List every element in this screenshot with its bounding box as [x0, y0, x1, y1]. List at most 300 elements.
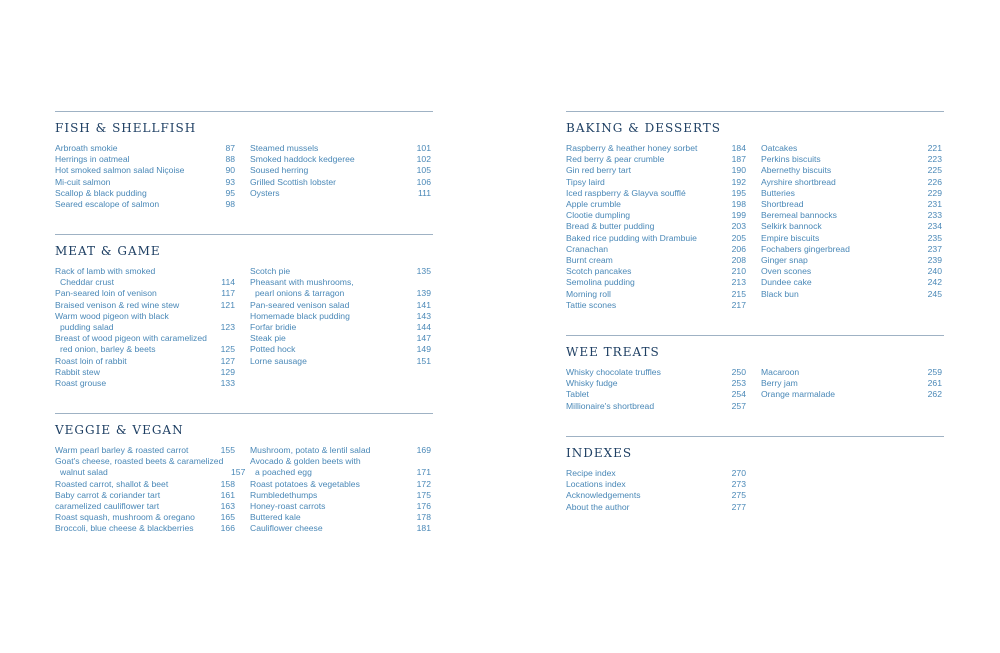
toc-entry — [566, 210, 746, 221]
entry-title-line: Cauliflower cheese — [250, 523, 323, 534]
toc-entry — [761, 154, 942, 165]
entry-title — [250, 143, 318, 154]
entry-title — [55, 266, 155, 288]
entry-title — [250, 300, 349, 311]
toc-entry — [761, 255, 942, 266]
entry-title — [250, 501, 325, 512]
entry-title — [55, 300, 179, 311]
toc-entry — [55, 154, 235, 165]
entry-page-number: 226 — [927, 176, 942, 187]
entry-title-line: Berry jam — [761, 378, 798, 389]
entry-page-number: 88 — [225, 154, 235, 165]
entry-title — [250, 356, 307, 367]
entry-title-line: Forfar bridie — [250, 322, 297, 333]
entry-column-left — [55, 143, 235, 210]
entry-title — [55, 143, 118, 154]
toc-entry — [55, 378, 235, 389]
toc-entry — [566, 277, 746, 288]
entry-title-line: Steak pie — [250, 333, 286, 344]
entry-page-number: 210 — [731, 266, 746, 277]
entry-page-number: 273 — [731, 479, 746, 490]
entry-title-line: Breast of wood pigeon with caramelized — [55, 333, 207, 344]
entry-title — [55, 378, 106, 389]
entry-title-line: Oven scones — [761, 266, 812, 277]
toc-entry — [566, 479, 746, 490]
entry-title — [566, 154, 664, 165]
entry-title-line: Roast loin of rabbit — [55, 355, 127, 366]
entry-page-number: 242 — [927, 277, 942, 288]
toc-entry — [566, 244, 746, 255]
toc-entry — [55, 445, 235, 456]
toc-entry — [250, 143, 431, 154]
entry-title-line: Apple crumble — [566, 199, 621, 210]
toc-entry — [761, 177, 942, 188]
entry-title-line: Red berry & pear crumble — [566, 154, 665, 165]
toc-entry — [250, 523, 431, 534]
entry-title-line: Oysters — [250, 187, 280, 198]
entry-title — [566, 143, 697, 154]
toc-entry — [761, 277, 942, 288]
entry-title — [55, 311, 169, 333]
entry-title-line: Tipsy laird — [566, 176, 605, 187]
entry-page-number: 198 — [731, 199, 746, 210]
entry-page-number: 203 — [731, 221, 746, 232]
entry-title — [566, 221, 654, 232]
toc-entry — [250, 356, 431, 367]
entry-title-line: Rumbledethumps — [250, 489, 318, 500]
entry-title — [566, 289, 611, 300]
entry-page-number: 231 — [927, 199, 942, 210]
toc-entry — [250, 277, 431, 299]
toc-entry — [566, 177, 746, 188]
entry-title-line: Goat's cheese, roasted beets & caramelized — [55, 456, 224, 467]
entry-title — [250, 311, 350, 322]
entry-page-number: 187 — [731, 154, 746, 165]
entry-page-number: 121 — [220, 299, 235, 310]
entry-title — [250, 333, 286, 344]
toc-entry — [55, 266, 235, 288]
entry-title — [250, 177, 336, 188]
toc-entry — [566, 143, 746, 154]
toc-entry — [55, 367, 235, 378]
entry-page-number: 102 — [416, 154, 431, 165]
entry-title — [566, 502, 630, 513]
toc-entry — [55, 199, 235, 210]
toc-entry — [55, 143, 235, 154]
entry-page-number: 135 — [416, 266, 431, 276]
entry-title-continuation: pudding salad — [60, 322, 114, 333]
entry-page-number: 117 — [221, 288, 235, 299]
entry-page-number: 223 — [927, 154, 942, 165]
entry-title-line: Pan-seared loin of venison — [55, 288, 157, 299]
toc-entry — [566, 233, 746, 244]
entry-title — [566, 277, 635, 288]
toc-entry — [566, 468, 746, 479]
entry-page-number: 192 — [731, 176, 746, 187]
entry-title-line: Bread & butter pudding — [566, 221, 655, 232]
entry-title-line: Braised venison & red wine stew — [55, 299, 180, 310]
entry-title — [566, 210, 630, 221]
entry-title — [761, 378, 798, 389]
entry-title — [55, 445, 188, 456]
entry-page-number: 151 — [416, 355, 431, 366]
entry-title — [761, 289, 799, 300]
entry-title-continuation: red onion, barley & beets — [60, 344, 156, 355]
toc-entry — [761, 289, 942, 300]
section-divider — [566, 335, 944, 336]
entry-title — [761, 177, 836, 188]
toc-entry — [250, 333, 431, 344]
entry-page-number: 190 — [731, 165, 746, 176]
entry-title — [55, 333, 207, 355]
toc-entry — [55, 188, 235, 199]
entry-title-line: Scallop & black pudding — [55, 187, 147, 198]
entry-title — [566, 300, 616, 311]
toc-entry — [566, 378, 746, 389]
entry-page-number: 111 — [417, 187, 431, 198]
toc-entry — [55, 300, 235, 311]
toc-entry — [566, 255, 746, 266]
entry-title — [55, 188, 147, 199]
toc-entry — [250, 266, 431, 277]
entry-page-number: 254 — [731, 389, 746, 400]
toc-entry — [566, 401, 746, 412]
section-divider — [55, 413, 433, 414]
entry-title-line: Fochabers gingerbread — [761, 243, 850, 254]
entry-title-line: Pheasant with mushrooms, — [250, 277, 354, 288]
entry-title-line: Rack of lamb with smoked — [55, 266, 156, 276]
entry-title — [566, 177, 605, 188]
entry-title — [566, 233, 697, 244]
entry-title — [55, 165, 184, 176]
section-title: WEE TREATS — [566, 345, 660, 359]
entry-title — [566, 401, 654, 412]
entry-page-number: 105 — [416, 165, 431, 176]
toc-entry — [55, 333, 235, 355]
toc-entry — [250, 311, 431, 322]
entry-title-line: Shortbread — [761, 199, 804, 210]
entry-title-line: Tablet — [566, 389, 589, 400]
entry-page-number: 213 — [731, 277, 746, 288]
entry-title — [566, 468, 616, 479]
entry-title — [566, 266, 631, 277]
entry-page-number: 215 — [731, 288, 746, 299]
entry-page-number: 229 — [927, 187, 942, 198]
entry-title-line: Warm wood pigeon with black — [55, 310, 169, 321]
entry-column-right — [761, 143, 942, 300]
section-divider — [55, 111, 433, 112]
entry-page-number: 239 — [927, 255, 942, 266]
entry-title — [55, 523, 194, 534]
section-title: INDEXES — [566, 446, 633, 460]
toc-entry — [250, 188, 431, 199]
toc-entry — [55, 501, 235, 512]
entry-title — [566, 367, 661, 378]
entry-page-number: 143 — [416, 310, 431, 321]
entry-title — [566, 479, 626, 490]
entry-page-number: 257 — [731, 400, 746, 411]
entry-page-number: 163 — [220, 501, 235, 512]
entry-title-line: Potted hock — [250, 344, 296, 355]
toc-entry — [55, 311, 235, 333]
entry-title-line: Cranachan — [566, 243, 609, 254]
entry-page-number: 133 — [220, 378, 235, 389]
entry-page-number: 181 — [416, 523, 431, 534]
entry-title-line: Rabbit stew — [55, 366, 100, 377]
entry-title-line: Whisky chocolate truffles — [566, 367, 661, 377]
entry-title — [55, 501, 159, 512]
entry-title-line: Butteries — [761, 187, 795, 198]
toc-entry — [250, 344, 431, 355]
toc-entry — [250, 154, 431, 165]
section-title: FISH & SHELLFISH — [55, 121, 197, 135]
entry-title — [250, 277, 354, 299]
entry-page-number: 206 — [731, 243, 746, 254]
toc-entry — [566, 490, 746, 501]
toc-entry — [566, 188, 746, 199]
entry-title-line: Roast potatoes & vegetables — [250, 478, 360, 489]
entry-page-number: 87 — [225, 143, 235, 153]
entry-title — [55, 154, 130, 165]
entry-title-line: Arbroath smokie — [55, 143, 118, 153]
entry-title — [566, 378, 618, 389]
toc-entry — [761, 389, 942, 400]
toc-entry — [55, 288, 235, 299]
entry-title — [55, 356, 127, 367]
entry-title-line: Macaroon — [761, 367, 800, 377]
toc-entry — [55, 490, 235, 501]
entry-page-number: 235 — [927, 232, 942, 243]
entry-title — [761, 210, 837, 221]
entry-title-line: Mi-cuit salmon — [55, 176, 111, 187]
entry-page-number: 166 — [220, 523, 235, 534]
entry-page-number: 155 — [220, 445, 235, 455]
entry-title-line: Gin red berry tart — [566, 165, 631, 176]
entry-page-number: 144 — [416, 322, 431, 333]
entry-title-line: Grilled Scottish lobster — [250, 176, 336, 187]
entry-title — [761, 143, 797, 154]
entry-title — [761, 266, 811, 277]
entry-title-line: Tattie scones — [566, 299, 617, 310]
entry-title-line: Ginger snap — [761, 255, 808, 266]
toc-entry — [566, 199, 746, 210]
toc-entry — [55, 177, 235, 188]
entry-title-line: Baby carrot & coriander tart — [55, 489, 161, 500]
entry-page-number: 261 — [927, 378, 942, 389]
toc-entry — [250, 501, 431, 512]
entry-page-number: 240 — [927, 266, 942, 277]
entry-page-number: 221 — [927, 143, 942, 153]
entry-page-number: 129 — [220, 366, 235, 377]
entry-title-line: Whisky fudge — [566, 378, 618, 389]
entry-title — [55, 367, 100, 378]
entry-column-left — [566, 367, 746, 412]
toc-entry — [761, 367, 942, 378]
entry-title — [761, 277, 812, 288]
entry-title-line: Herrings in oatmeal — [55, 154, 130, 165]
toc-entry — [761, 210, 942, 221]
toc-entry — [761, 233, 942, 244]
toc-entry — [566, 289, 746, 300]
entry-page-number: 175 — [416, 489, 431, 500]
entry-title-line: Warm pearl barley & roasted carrot — [55, 445, 189, 455]
entry-title — [250, 456, 361, 478]
toc-entry — [55, 523, 235, 534]
toc-entry — [566, 389, 746, 400]
toc-entry — [55, 512, 235, 523]
entry-title — [55, 456, 223, 478]
toc-entry — [566, 154, 746, 165]
entry-title-continuation: a poached egg — [255, 467, 312, 478]
section-divider — [566, 436, 944, 437]
entry-title — [566, 165, 631, 176]
toc-entry — [566, 266, 746, 277]
entry-page-number: 157 — [231, 467, 246, 478]
entry-title-line: Millionaire's shortbread — [566, 400, 655, 411]
entry-title-line: Perkins biscuits — [761, 154, 821, 165]
toc-entry — [566, 502, 746, 513]
toc-entry — [55, 165, 235, 176]
entry-page-number: 123 — [220, 322, 235, 333]
entry-title-line: Smoked haddock kedgeree — [250, 154, 355, 165]
entry-title-line: Ayrshire shortbread — [761, 176, 836, 187]
entry-title — [55, 177, 110, 188]
entry-title — [566, 188, 686, 199]
toc-entry — [761, 165, 942, 176]
toc-entry — [761, 221, 942, 232]
entry-title-line: Beremeal bannocks — [761, 210, 837, 221]
entry-page-number: 176 — [416, 501, 431, 512]
entry-page-number: 250 — [731, 367, 746, 377]
entry-page-number: 93 — [225, 176, 235, 187]
entry-page-number: 125 — [220, 344, 235, 355]
entry-title-line: Raspberry & heather honey sorbet — [566, 143, 698, 153]
toc-entry — [250, 165, 431, 176]
entry-page-number: 158 — [220, 478, 235, 489]
toc-entry — [761, 378, 942, 389]
section-divider — [55, 234, 433, 235]
toc-entry — [761, 244, 942, 255]
entry-title — [55, 288, 157, 299]
entry-title-line: Pan-seared venison salad — [250, 299, 350, 310]
entry-page-number: 169 — [416, 445, 431, 455]
entry-title-line: Mushroom, potato & lentil salad — [250, 445, 371, 455]
entry-title-line: Hot smoked salmon salad Niçoise — [55, 165, 185, 176]
toc-entry — [761, 199, 942, 210]
toc-entry — [250, 300, 431, 311]
entry-page-number: 127 — [220, 355, 235, 366]
entry-title-line: About the author — [566, 501, 630, 512]
entry-title — [250, 490, 317, 501]
entry-title — [55, 490, 160, 501]
entry-title-line: Black bun — [761, 288, 799, 299]
toc-entry — [566, 300, 746, 311]
toc-entry — [250, 456, 431, 478]
entry-title-continuation: walnut salad — [60, 467, 108, 478]
entry-page-number: 161 — [220, 489, 235, 500]
entry-page-number: 147 — [416, 333, 431, 344]
entry-title — [55, 199, 159, 210]
entry-title-line: Steamed mussels — [250, 143, 319, 153]
entry-page-number: 165 — [220, 512, 235, 523]
entry-title-line: Roasted carrot, shallot & beet — [55, 478, 169, 489]
section-title: MEAT & GAME — [55, 244, 161, 258]
entry-page-number: 205 — [731, 232, 746, 243]
entry-title-line: Recipe index — [566, 468, 616, 478]
entry-page-number: 245 — [927, 288, 942, 299]
entry-title-line: Scotch pie — [250, 266, 291, 276]
entry-title-line: Oatcakes — [761, 143, 798, 153]
entry-title-line: Soused herring — [250, 165, 309, 176]
toc-entry — [250, 490, 431, 501]
entry-title — [250, 188, 280, 199]
entry-title-line: Broccoli, blue cheese & blackberries — [55, 523, 194, 534]
entry-title-line: Orange marmalade — [761, 389, 836, 400]
entry-title — [250, 154, 355, 165]
entry-page-number: 259 — [927, 367, 942, 377]
entry-page-number: 275 — [731, 490, 746, 501]
entry-page-number: 178 — [416, 512, 431, 523]
entry-page-number: 101 — [416, 143, 431, 153]
entry-title-line: Abernethy biscuits — [761, 165, 832, 176]
entry-column-left — [566, 143, 746, 311]
section-divider — [566, 111, 944, 112]
entry-title-line: Seared escalope of salmon — [55, 199, 160, 210]
entry-title-line: Morning roll — [566, 288, 611, 299]
entry-page-number: 184 — [731, 143, 746, 153]
entry-title — [250, 344, 295, 355]
entry-title-line: caramelized cauliflower tart — [55, 501, 160, 512]
entry-title-line: Avocado & golden beets with — [250, 456, 361, 467]
toc-entry — [250, 445, 431, 456]
entry-title-line: Scotch pancakes — [566, 266, 632, 277]
entry-page-number: 199 — [731, 210, 746, 221]
entry-page-number: 237 — [927, 243, 942, 254]
entry-page-number: 225 — [927, 165, 942, 176]
entry-title-line: Clootie dumpling — [566, 210, 631, 221]
entry-title — [761, 255, 808, 266]
toc-entry — [761, 266, 942, 277]
entry-title — [566, 255, 613, 266]
entry-title-line: Dundee cake — [761, 277, 812, 288]
entry-page-number: 262 — [927, 389, 942, 400]
entry-page-number: 277 — [731, 501, 746, 512]
entry-title-continuation: Cheddar crust — [60, 277, 114, 288]
entry-title — [761, 188, 795, 199]
toc-entry — [55, 356, 235, 367]
entry-title — [250, 266, 290, 277]
entry-page-number: 234 — [927, 221, 942, 232]
entry-page-number: 270 — [731, 468, 746, 478]
entry-title — [566, 199, 621, 210]
entry-title — [761, 199, 804, 210]
entry-title — [761, 165, 831, 176]
entry-title — [250, 165, 308, 176]
entry-page-number: 253 — [731, 378, 746, 389]
entry-column-right — [761, 367, 942, 401]
toc-entry — [250, 479, 431, 490]
entry-title — [250, 523, 323, 534]
entry-column-left — [55, 266, 235, 389]
entry-title — [566, 490, 641, 501]
entry-title-line: Burnt cream — [566, 255, 613, 266]
toc-entry — [250, 177, 431, 188]
entry-page-number: 90 — [225, 165, 235, 176]
entry-title-line: Acknowledgements — [566, 490, 641, 501]
entry-title-line: Selkirk bannock — [761, 221, 822, 232]
entry-page-number: 98 — [225, 199, 235, 210]
entry-title — [761, 367, 799, 378]
